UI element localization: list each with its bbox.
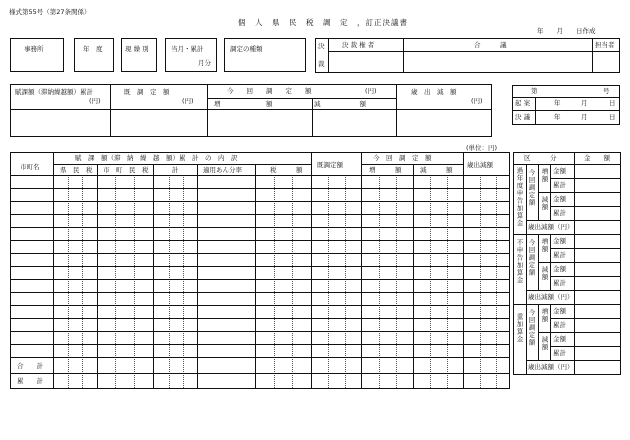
- office-box[interactable]: [10, 38, 64, 72]
- g2-cum-1: 累計: [553, 251, 566, 259]
- approver-label: 決 裁 権 者: [342, 41, 375, 49]
- reg-no-a: 第: [531, 87, 538, 95]
- kian-d: 日: [609, 99, 616, 107]
- kind-label: 調定の種類: [230, 45, 263, 53]
- g2-dec: 減額: [540, 266, 549, 281]
- g1-money-2: 金額: [553, 195, 566, 203]
- period-label-a: 当月・累計: [171, 45, 204, 53]
- decrease-header: 減 額: [420, 166, 453, 174]
- total-header: 計: [172, 166, 179, 174]
- g2-refund: 歳出減額（円）: [528, 293, 574, 301]
- g1-dec: 減額: [540, 196, 549, 211]
- yen-unit-3: (円): [365, 87, 377, 95]
- g1-cum-1: 累計: [553, 181, 566, 189]
- g3-dec: 減額: [540, 336, 549, 351]
- tax-amount-header: 税 額: [270, 166, 303, 174]
- adjusted-label: 既 調 定 額: [124, 88, 170, 96]
- yen-unit-4: (円): [471, 97, 483, 105]
- office-label: 事務所: [24, 45, 44, 53]
- g2-money-1: 金額: [553, 237, 566, 245]
- group-nonfiling-label: 不申告加算金: [515, 239, 524, 284]
- staff-label: 担当者: [595, 41, 615, 49]
- kian-label: 起 案: [515, 99, 531, 107]
- approval-box: [315, 38, 620, 73]
- apportion-header: 適用あん分率: [203, 166, 242, 174]
- g1-current-label: 今回調定額: [527, 169, 536, 207]
- g1-refund: 歳出減額（円）: [528, 223, 574, 231]
- summary-box: [10, 84, 492, 137]
- page-title: 個 人 県 民 税 調 定 ，訂正決議書: [238, 18, 408, 27]
- taxable-breakdown-header: 賦 課 額（滞 納 繰 越 額）累 計 の 内 訳: [75, 154, 238, 162]
- group-heavy-label: 重加算金: [515, 313, 524, 343]
- form-id: 様式第55号（第27条関係）: [9, 8, 91, 16]
- yen-unit-2: (円): [182, 97, 194, 105]
- current-label: 今 回 調 定 額: [227, 87, 312, 95]
- pref-tax-header: 県 民 税: [60, 166, 93, 174]
- decision-top: 決: [318, 42, 325, 50]
- kesai-y: 年: [554, 113, 561, 121]
- g3-cum-1: 累計: [553, 321, 566, 329]
- g3-inc: 増額: [540, 308, 549, 323]
- increase-label: 増 額: [214, 100, 273, 108]
- tax-type-label: 現 繰 別: [125, 45, 149, 53]
- kesai-m: 月: [581, 113, 588, 121]
- cum-row-label: 累 計: [17, 377, 43, 385]
- reg-no-b: 号: [603, 87, 610, 95]
- g3-current-label: 今回調定額: [527, 309, 536, 347]
- main-table: [10, 152, 510, 389]
- g2-money-2: 金額: [553, 265, 566, 273]
- muni-tax-header: 市 町 民 税: [103, 166, 149, 174]
- tax-type-box[interactable]: [121, 38, 157, 72]
- g3-money-1: 金額: [553, 307, 566, 315]
- increase-header: 増 額: [369, 166, 402, 174]
- g2-current-label: 今回調定額: [527, 239, 536, 277]
- kind-box[interactable]: [224, 38, 306, 72]
- g1-money-1: 金額: [553, 167, 566, 175]
- group-late-label: 過年度申告加算金: [515, 167, 524, 227]
- taxable-cum-label: 賦課額（滞納繰越額）累計: [15, 88, 93, 96]
- g1-cum-2: 累計: [553, 209, 566, 217]
- g3-money-2: 金額: [553, 335, 566, 343]
- yen-unit-1: (円): [89, 97, 101, 105]
- g3-cum-2: 累計: [553, 349, 566, 357]
- g2-cum-2: 累計: [553, 279, 566, 287]
- unit-label: (単位：円): [466, 144, 498, 152]
- period-box[interactable]: [165, 38, 217, 72]
- refund-header: 歳出減額: [467, 161, 493, 169]
- side-amount-header: 金 額: [584, 154, 610, 162]
- side-category-header: 区 分: [524, 154, 557, 162]
- side-table: [513, 152, 621, 375]
- decrease-label: 減 額: [314, 100, 366, 108]
- kian-m: 月: [581, 99, 588, 107]
- adjusted-header: 既調定額: [317, 161, 343, 169]
- kesai-d: 日: [609, 113, 616, 121]
- refund-label: 歳 出 減 額: [411, 88, 457, 96]
- g3-refund: 歳出減額（円）: [528, 363, 574, 371]
- registration-box: [512, 85, 620, 125]
- kian-y: 年: [554, 99, 561, 107]
- period-label-b: 月分: [198, 59, 211, 67]
- municipality-header: 市町名: [20, 163, 40, 171]
- sum-row-label: 合 計: [17, 362, 43, 370]
- consult-label: 合 議: [474, 41, 507, 49]
- g1-inc: 増額: [540, 168, 549, 183]
- year-label: 年 度: [83, 45, 103, 53]
- g2-inc: 増額: [540, 238, 549, 253]
- current-header: 今 回 調 定 額: [373, 154, 432, 162]
- kesai-label: 決 議: [515, 113, 531, 121]
- created-date: 年 月 日作成: [537, 27, 596, 35]
- year-box[interactable]: [74, 38, 114, 72]
- decision-bottom: 裁: [318, 60, 325, 68]
